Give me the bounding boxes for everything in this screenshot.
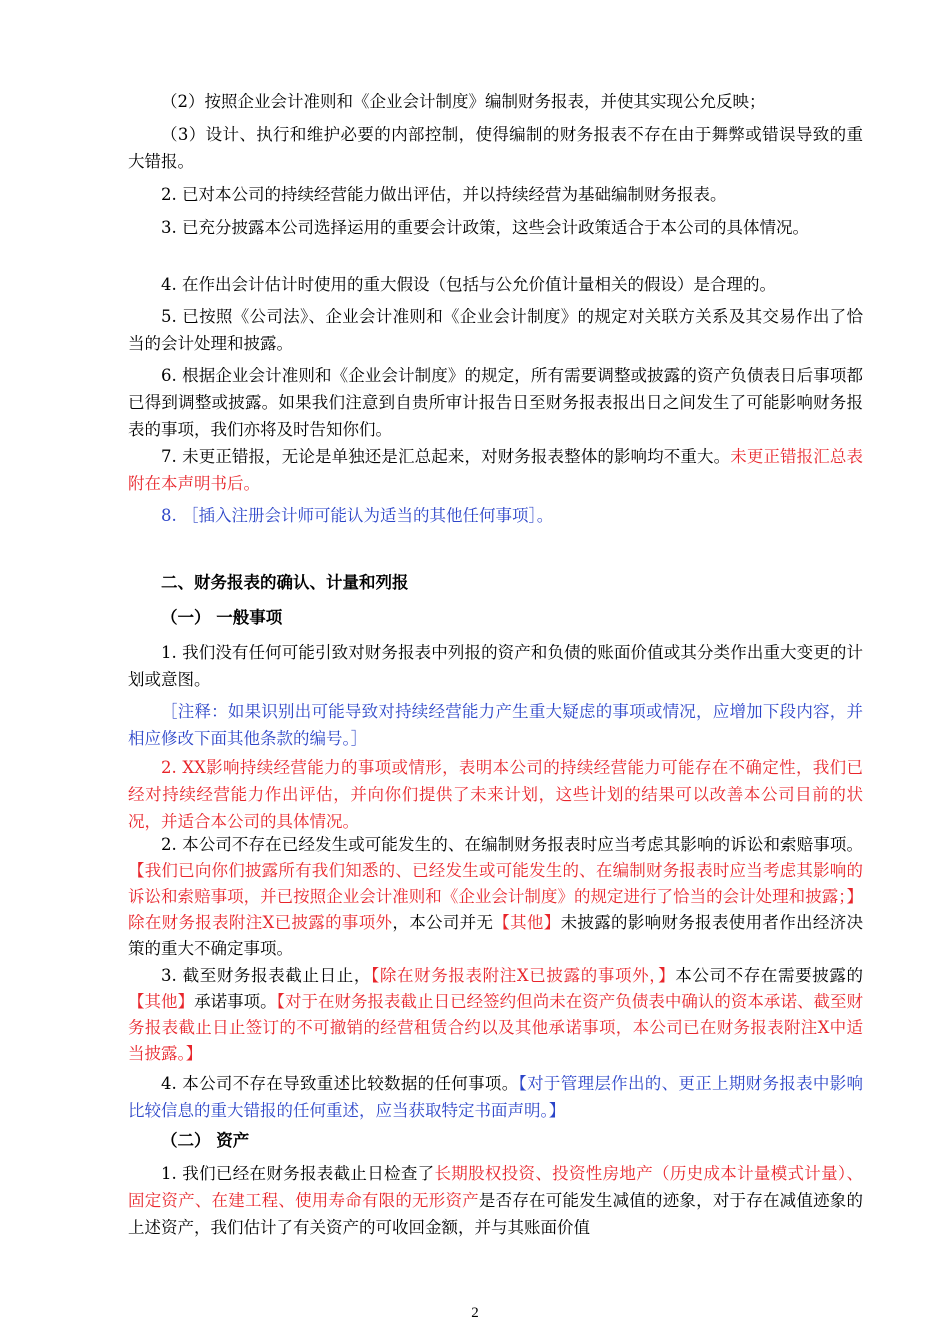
general-item-2-text-2: ，本公司并无 [392, 913, 494, 932]
item-2-2: （2）按照企业会计准则和《企业会计制度》编制财务报表，并使其实现公允反映； [161, 92, 766, 111]
item-7-red-note: 未更正错报汇总表附在本声明书后。 [128, 447, 863, 493]
general-item-3-text-3: 承诺事项。 [194, 992, 277, 1011]
item-2-3: （3）设计、执行和维护必要的内部控制，使得编制的财务报表不存在由于舞弊或错误导致的重大错报。 [128, 125, 863, 171]
general-item-4-blue: 【对于管理层作出的、更正上期财务报表中影响比较信息的重大错报的任何重述，应当获取特定书面声明。】 [128, 1074, 864, 1120]
subheading-assets: （二） 资产 [161, 1131, 250, 1150]
subheading-general: （一） 一般事项 [161, 608, 283, 627]
assets-item-1 [128, 1160, 863, 1241]
assets-item-1-text-1: 1. 我们已经在财务报表截止日检查了 [161, 1164, 435, 1183]
general-item-2-text-3: 未披露的影响财务报表使用者作出经济决策的重大不确定事项。 [128, 913, 864, 958]
general-item-3 [128, 963, 863, 1067]
general-item-1: 1. 我们没有任何可能引致对财务报表中列报的资产和负债的账面价值或其分类作出重大变更的计划或意图。 [128, 643, 863, 689]
assets-item-1-text-2: 是否存在可能发生减值的迹象，对于存在减值迹象的上述资产，我们估计了有关资产的可收回金额，并与其账面价值 [128, 1191, 864, 1237]
assets-item-1-red: 长期股权投资、投资性房地产（历史成本计量模式计量）、固定资产、在建工程、使用寿命有限的无形资产 [128, 1164, 863, 1210]
note-annotation: ［注释：如果识别出可能导致对持续经营能力产生重大疑虑的事项或情况，应增加下段内容，并相应修改下面其他条款的编号。］ [128, 702, 863, 748]
general-item-2-text-1: 2. 本公司不存在已经发生或可能发生的、在编制财务报表时应当考虑其影响的诉讼和索赔事项。 [161, 835, 863, 854]
general-item-3-red-1: 【除在财务报表附注X已披露的事项外，】 [371, 966, 676, 985]
page-number: 2 [471, 1305, 479, 1321]
section-heading-2: 二、财务报表的确认、计量和列报 [161, 573, 409, 592]
general-item-2 [128, 832, 863, 962]
item-4: 4. 在作出会计估计时使用的重大假设（包括与公允价值计量相关的假设）是合理的。 [161, 275, 776, 294]
general-item-2-red-2: 除在财务报表附注X已披露的事项外 [128, 913, 393, 932]
general-item-3-text-2: 本公司不存在需要披露的 [675, 966, 863, 985]
item-7-text: 7. 未更正错报，无论是单独还是汇总起来，对财务报表整体的影响均不重大。 [161, 447, 731, 466]
general-item-4 [128, 1070, 863, 1124]
item-2: 2. 已对本公司的持续经营能力做出评估，并以持续经营为基础编制财务报表。 [161, 185, 727, 204]
general-item-2-red: 2. XX影响持续经营能力的事项或情形，表明本公司的持续经营能力可能存在不确定性，我们已经对持续经营能力作出评估，并向你们提供了未来计划，这些计划的结果可以改善本公司目前的状况，并适合本公司的具体情况。 [128, 758, 863, 831]
general-item-3-red-3: 【对于在财务报表截止日已经签约但尚未在资产负债表中确认的资本承诺、截至财务报表截止日止签订的不可撤销的经营租赁合约以及其他承诺事项，本公司已在财务报表附注X中适当披露。】 [128, 992, 864, 1063]
item-3: 3. 已充分披露本公司选择运用的重要会计政策，这些会计政策适合于本公司的具体情况。 [161, 218, 809, 237]
item-7 [128, 443, 863, 497]
item-8-placeholder: 8. ［插入注册会计师可能认为适当的其他任何事项］。 [161, 506, 554, 525]
general-item-3-red-2: 【其他】 [128, 992, 195, 1011]
item-6: 6. 根据企业会计准则和《企业会计制度》的规定，所有需要调整或披露的资产负债表日后事项都已得到调整或披露。如果我们注意到自贵所审计报告日至财务报表报出日之间发生了可能影响财务报表的事项，我们亦将及时告知你们。 [128, 366, 863, 439]
general-item-3-text-1: 3. 截至财务报表截止日止， [161, 966, 372, 985]
general-item-4-text: 4. 本公司不存在导致重述比较数据的任何事项。 [161, 1074, 519, 1093]
general-item-2-red-3: 【其他】 [493, 913, 561, 932]
item-5: 5. 已按照《公司法》、企业会计准则和《企业会计制度》的规定对关联方关系及其交易作出了恰当的会计处理和披露。 [128, 307, 863, 353]
general-item-2-red-1: 【我们已向你们披露所有我们知悉的、已经发生或可能发生的、在编制财务报表时应当考虑其影响的诉讼和索赔事项，并已按照企业会计准则和《企业会计制度》的规定进行了恰当的会计处理和披露；】 [128, 861, 863, 906]
